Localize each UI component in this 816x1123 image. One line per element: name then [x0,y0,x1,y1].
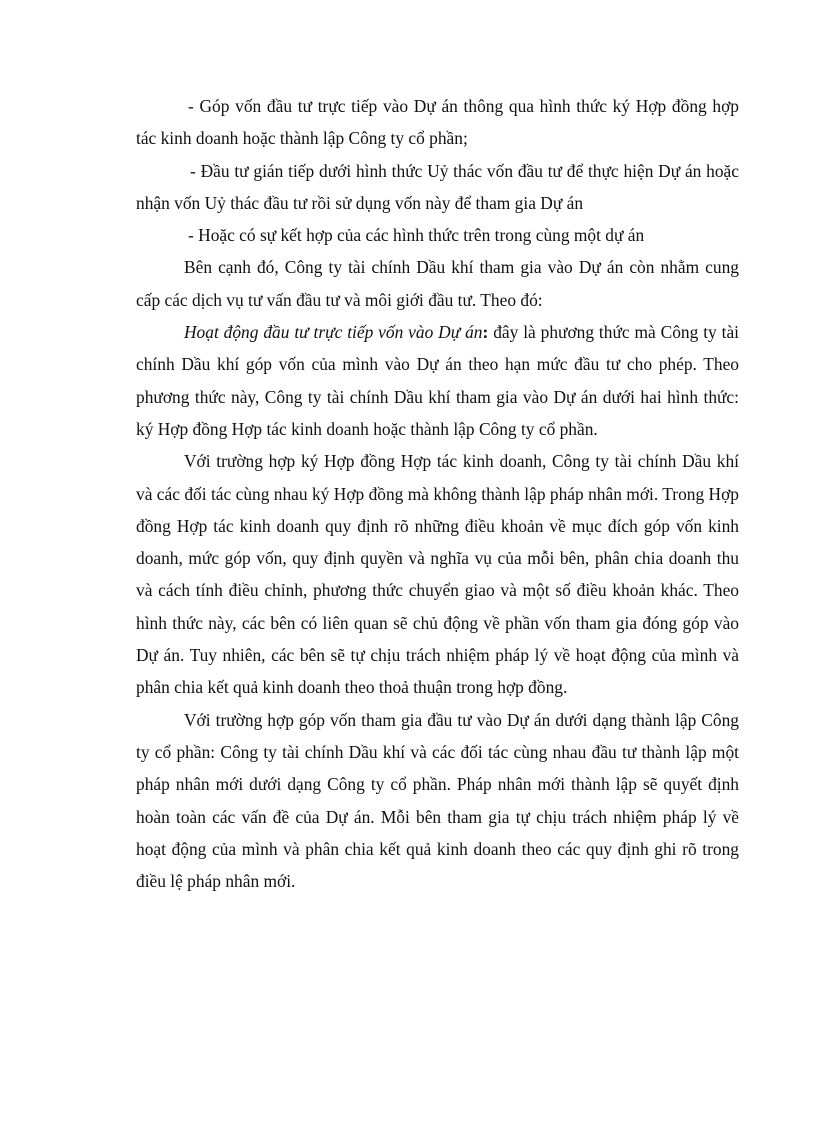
jsc-paragraph: Với trường hợp góp vốn tham gia đầu tư vào Dự án dưới dạng thành lập Công ty cổ phần: Công ty tài chính Dầu khí và các đối tác cùng nhau đầu tư thành lập một pháp nhân mới dưới dạng Công ty cổ phần. Pháp nhân mới thành lập sẽ quyết định hoàn toàn các vấn đề của Dự án. Mỗi bên tham gia tự chịu trách nhiệm pháp lý về hoạt động của mình và phân chia kết quả kinh doanh theo các quy định ghi rõ trong điều lệ pháp nhân mới. [136,709,739,892]
bcc-paragraph: Với trường hợp ký Hợp đồng Hợp tác kinh doanh, Công ty tài chính Dầu khí và các đối tác cùng nhau ký Hợp đồng mà không thành lập pháp nhân mới. Trong Hợp đồng Hợp tác kinh doanh quy định rõ những điều khoản về mục đích góp vốn kinh doanh, mức góp vốn, quy định quyền và nghĩa vụ của mỗi bên, phân chia doanh thu và cách tính điều chỉnh, phương thức chuyển giao và một số điều khoản khác. Theo hình thức này, các bên có liên quan sẽ chủ động về phần vốn tham gia đóng góp vào Dự án. Tuy nhiên, các bên sẽ tự chịu trách nhiệm pháp lý về hoạt động của mình và phân chia kết quả kinh doanh theo thoả thuận trong hợp đồng. [136,451,739,698]
heading-colon: : [482,322,489,343]
bullet-item: - Góp vốn đầu tư trực tiếp vào Dự án thông qua hình thức ký Hợp đồng hợp tác kinh doanh hoặc thành lập Công ty cổ phần; [136,96,739,149]
direct-investment-paragraph [136,316,739,445]
intro-paragraph: Bên cạnh đó, Công ty tài chính Dầu khí tham gia vào Dự án còn nhằm cung cấp các dịch vụ tư vấn đầu tư và môi giới đầu tư. Theo đó: [136,257,739,310]
bullet-item: - Đầu tư gián tiếp dưới hình thức Uỷ thác vốn đầu tư để thực hiện Dự án hoặc nhận vốn Uỷ thác đầu tư rồi sử dụng vốn này để tham gia Dự án [136,160,739,213]
direct-investment-body: đây là phương thức mà Công ty tài chính Dầu khí góp vốn của mình vào Dự án theo hạn mức đầu tư cho phép. Theo phương thức này, Công ty tài chính Dầu khí tham gia vào Dự án dưới hai hình thức: ký Hợp đồng Hợp tác kinh doanh hoặc thành lập Công ty cổ phần. [136,322,739,439]
bullet-item: - Hoặc có sự kết hợp của các hình thức trên trong cùng một dự án [188,225,645,246]
direct-investment-heading: Hoạt động đầu tư trực tiếp vốn vào Dự án [184,322,483,343]
document-page [136,90,739,897]
